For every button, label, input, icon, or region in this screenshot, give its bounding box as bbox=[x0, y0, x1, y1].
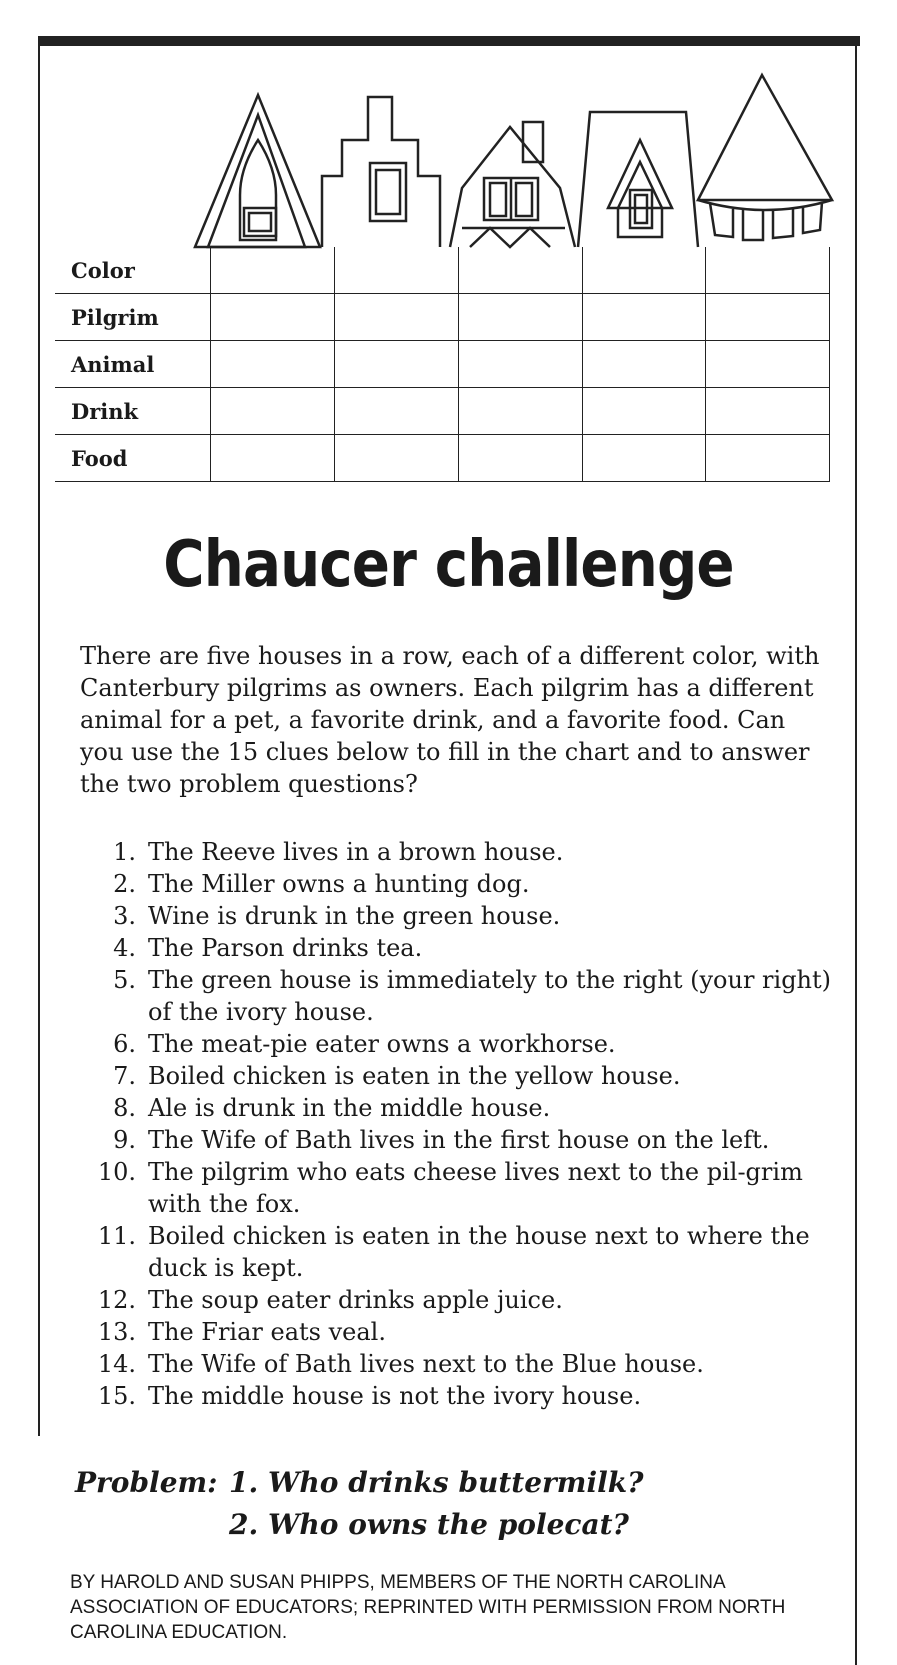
page-title: Chaucer challenge bbox=[163, 528, 734, 602]
clue-item bbox=[78, 900, 838, 932]
chart-cell[interactable] bbox=[335, 341, 459, 388]
chart-cell[interactable] bbox=[582, 341, 706, 388]
clue-text: Boiled chicken is eaten in the yellow house. bbox=[148, 1062, 681, 1090]
chart-row-label: Drink bbox=[55, 388, 211, 435]
clue-item bbox=[78, 1316, 838, 1348]
clue-number: 2. bbox=[113, 870, 136, 898]
chart-cell[interactable] bbox=[335, 388, 459, 435]
clue-item bbox=[78, 932, 838, 964]
credit-line: BY HAROLD AND SUSAN PHIPPS, MEMBERS OF THE NORTH CAROLINA ASSOCIATION OF EDUCATORS; REPRINTED WITH PERMISSION FROM NORTH CAROLINA EDUCATION. bbox=[70, 1572, 786, 1643]
clue-text: The Wife of Bath lives next to the Blue house. bbox=[148, 1350, 704, 1378]
clue-number: 6. bbox=[113, 1030, 136, 1058]
house-5-tower-illustration bbox=[698, 75, 832, 240]
clue-item bbox=[78, 1380, 838, 1412]
clue-number: 3. bbox=[113, 902, 136, 930]
intro-paragraph: There are five houses in a row, each of a different color, with Canterbury pilgrims as owners. Each pilgrim has a different animal for a pet, a favorite drink, and a favorite food. Can you use the 15 clues below to fill in the chart and to answer the two problem questions? bbox=[80, 642, 820, 798]
chart-cell[interactable] bbox=[458, 388, 582, 435]
clue-text: Wine is drunk in the green house. bbox=[148, 902, 561, 930]
clue-text: The Parson drinks tea. bbox=[148, 934, 423, 962]
chart-cell[interactable] bbox=[706, 294, 830, 341]
clue-number: 8. bbox=[113, 1094, 136, 1122]
chart-cell[interactable] bbox=[211, 341, 335, 388]
chart-cell[interactable] bbox=[706, 247, 830, 294]
chart-cell[interactable] bbox=[706, 435, 830, 482]
chart-cell[interactable] bbox=[706, 388, 830, 435]
chart-cell[interactable] bbox=[582, 247, 706, 294]
clue-number: 1. bbox=[113, 838, 136, 866]
clue-list bbox=[78, 836, 838, 1412]
chart-cell[interactable] bbox=[458, 294, 582, 341]
chart-cell[interactable] bbox=[582, 388, 706, 435]
clue-number: 5. bbox=[113, 966, 136, 994]
chart-row-label: Food bbox=[55, 435, 211, 482]
chart-cell[interactable] bbox=[458, 341, 582, 388]
clue-number: 7. bbox=[113, 1062, 136, 1090]
chart-row-label: Color bbox=[55, 247, 211, 294]
houses-illustration bbox=[0, 0, 897, 260]
chart-row-animal bbox=[55, 341, 830, 388]
chart-row-food bbox=[55, 435, 830, 482]
clue-item bbox=[78, 1124, 838, 1156]
clue-item bbox=[78, 1028, 838, 1060]
chart-cell[interactable] bbox=[706, 341, 830, 388]
clue-item bbox=[78, 1348, 838, 1380]
chart-cell[interactable] bbox=[335, 247, 459, 294]
clue-number: 11. bbox=[97, 1222, 136, 1250]
logic-chart bbox=[55, 247, 830, 482]
clue-number: 10. bbox=[97, 1158, 136, 1186]
clue-item bbox=[78, 836, 838, 868]
chart-cell[interactable] bbox=[335, 294, 459, 341]
chart-row-drink bbox=[55, 388, 830, 435]
chart-row-label: Pilgrim bbox=[55, 294, 211, 341]
chart-row-color bbox=[55, 247, 830, 294]
clue-number: 15. bbox=[97, 1382, 136, 1410]
chart-cell[interactable] bbox=[335, 435, 459, 482]
chart-row-pilgrim bbox=[55, 294, 830, 341]
problem-question-1: 1. Who drinks buttermilk? bbox=[229, 1466, 644, 1499]
clue-text: The Wife of Bath lives in the first house on the left. bbox=[148, 1126, 770, 1154]
chart-row-label: Animal bbox=[55, 341, 211, 388]
clue-text: The pilgrim who eats cheese lives next to the pil-grim with the fox. bbox=[148, 1158, 803, 1218]
house-4-trapezoid-illustration bbox=[578, 112, 698, 247]
house-1-gothic-illustration bbox=[195, 95, 320, 247]
clue-item bbox=[78, 1060, 838, 1092]
clue-text: The green house is immediately to the right (your right) of the ivory house. bbox=[148, 966, 832, 1026]
house-3-gambrel-illustration bbox=[450, 122, 575, 247]
clue-item bbox=[78, 1220, 838, 1284]
chart-cell[interactable] bbox=[458, 247, 582, 294]
clue-number: 13. bbox=[97, 1318, 136, 1346]
right-border bbox=[855, 36, 857, 1665]
chart-cell[interactable] bbox=[211, 294, 335, 341]
problem-label: Problem: bbox=[75, 1466, 218, 1499]
problem-question-2: 2. Who owns the polecat? bbox=[229, 1508, 629, 1541]
clue-item bbox=[78, 868, 838, 900]
clue-text: The meat-pie eater owns a workhorse. bbox=[148, 1030, 616, 1058]
clue-number: 4. bbox=[113, 934, 136, 962]
clue-text: The Reeve lives in a brown house. bbox=[148, 838, 564, 866]
chart-cell[interactable] bbox=[211, 435, 335, 482]
clue-item bbox=[78, 1092, 838, 1124]
clue-text: The Friar eats veal. bbox=[148, 1318, 386, 1346]
chart-cell[interactable] bbox=[582, 435, 706, 482]
clue-number: 9. bbox=[113, 1126, 136, 1154]
chart-cell[interactable] bbox=[582, 294, 706, 341]
chart-cell[interactable] bbox=[458, 435, 582, 482]
clue-number: 14. bbox=[97, 1350, 136, 1378]
chart-cell[interactable] bbox=[211, 388, 335, 435]
house-2-stepped-illustration bbox=[322, 97, 440, 247]
clue-item bbox=[78, 1284, 838, 1316]
clue-text: The soup eater drinks apple juice. bbox=[148, 1286, 563, 1314]
clue-text: Boiled chicken is eaten in the house next to where the duck is kept. bbox=[148, 1222, 810, 1282]
chart-cell[interactable] bbox=[211, 247, 335, 294]
clue-text: The middle house is not the ivory house. bbox=[148, 1382, 642, 1410]
clue-text: The Miller owns a hunting dog. bbox=[148, 870, 530, 898]
clue-number: 12. bbox=[97, 1286, 136, 1314]
clue-text: Ale is drunk in the middle house. bbox=[148, 1094, 551, 1122]
clue-item bbox=[78, 1156, 838, 1220]
clue-item bbox=[78, 964, 838, 1028]
